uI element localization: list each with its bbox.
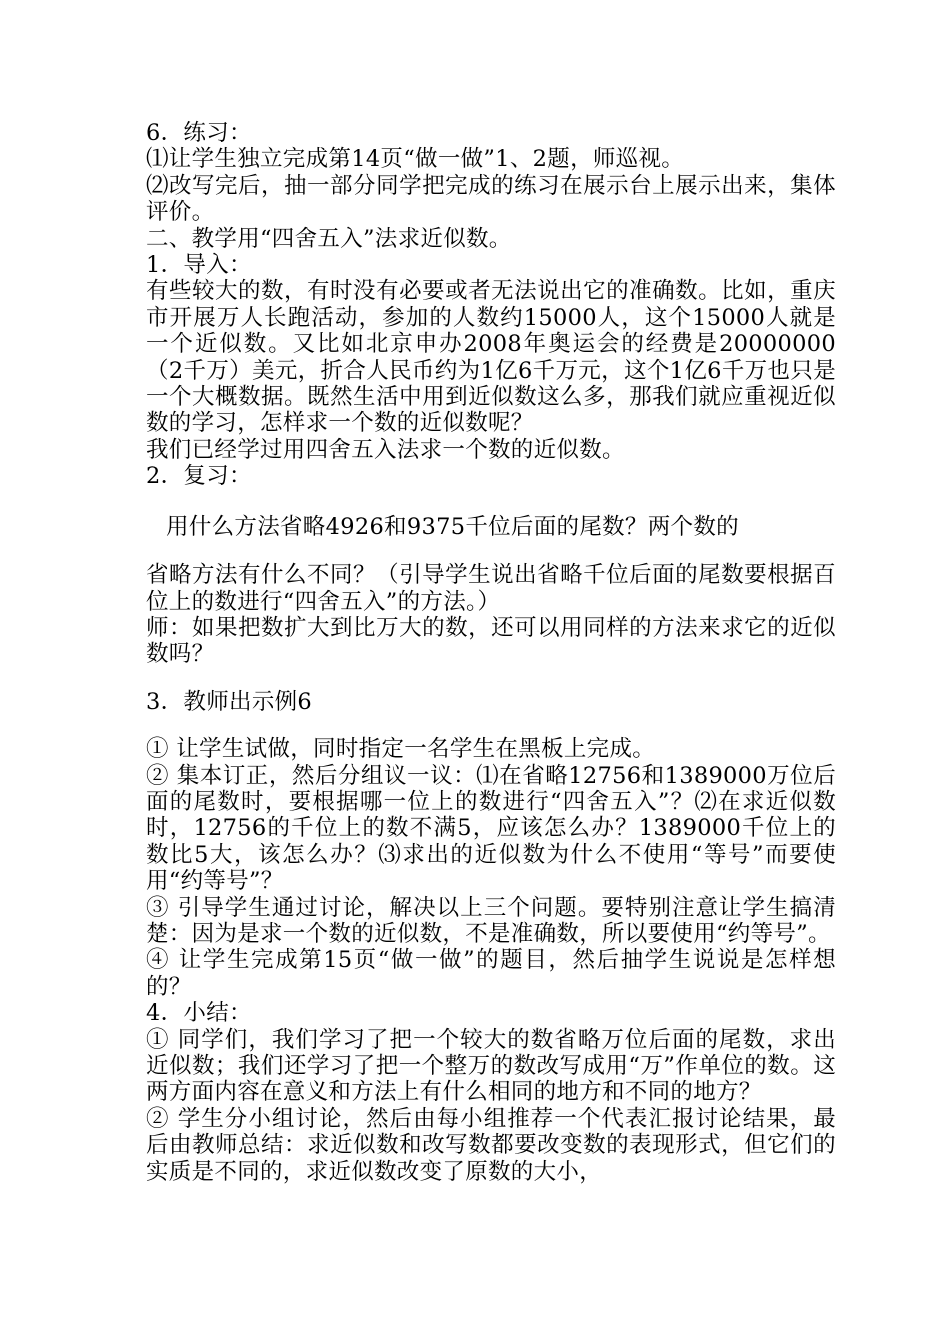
document-body (146, 120, 836, 1185)
subheading-summary: 4．小结： (146, 1000, 252, 1027)
section-heading-rounding: 二、教学用“四舍五入”法求近似数。 (146, 225, 512, 252)
introduction-paragraph: 有些较大的数，有时没有必要或者无法说出它的准确数。比如，重庆市开展万人长跑活动，参加的人数约15000人，这个15000人就是一个近似数。又比如北京申办2008年奥运会的经费是20000000（2千万）美元，折合人民币约为1亿6千万元，这个1亿6千万也只是一个大概数据。既然生活中用到近似数这么多，那我们就应重视近似数的学习，怎样求一个数的近似数呢？ (146, 278, 836, 437)
introduction-summary: 我们已经学过用四舍五入法求一个数的近似数。 (146, 436, 625, 463)
section-heading-practice: 6．练习： (146, 120, 252, 146)
teacher-question: 师：如果把数扩大到比万大的数，还可以用同样的方法来求它的近似数吗？ (146, 614, 836, 668)
example-step-1: ① 让学生试做，同时指定一名学生在黑板上完成。 (146, 736, 656, 763)
example-step-4: ④ 让学生完成第15页“做一做”的题目，然后抽学生说说是怎样想的？ (146, 947, 836, 1000)
review-question: 用什么方法省略4926和9375千位后面的尾数？两个数的 (166, 513, 739, 540)
example-step-2: ② 集本订正，然后分组议一议：⑴在省略12756和1389000万位后面的尾数时，要根据哪一位上的数进行“四舍五入”？⑵在求近似数时，12756的千位上的数不满5，应该怎么办？1389000千位上的数比5大，该怎么办？⑶求出的近似数为什么不使用“等号”而要使用“约等号”？ (146, 762, 836, 895)
practice-item-1: ⑴让学生独立完成第14页“做一做”1、2题，师巡视。 (146, 146, 685, 173)
subheading-review: 2．复习： (146, 463, 252, 490)
summary-point-2: ② 学生分小组讨论，然后由每小组推荐一个代表汇报讨论结果，最后由教师总结：求近似数和改写数都要改变数的表现形式，但它们的实质是不同的，求近似数改变了原数的大小， (146, 1105, 836, 1185)
subheading-example: 3．教师出示例6 (146, 688, 313, 715)
subheading-introduction: 1．导入： (146, 252, 252, 279)
review-question-continued: 省略方法有什么不同？（引导学生说出省略千位后面的尾数要根据百位上的数进行“四舍五入”的方法。） (146, 562, 836, 615)
example-step-3: ③ 引导学生通过讨论，解决以上三个问题。要特别注意让学生搞清楚：因为是求一个数的近似数，不是准确数，所以要使用“约等号”。 (146, 894, 836, 947)
summary-point-1: ① 同学们，我们学习了把一个较大的数省略万位后面的尾数，求出近似数；我们还学习了把一个整万的数改写成用“万”作单位的数。这两方面内容在意义和方法上有什么相同的地方和不同的地方？ (146, 1026, 836, 1106)
practice-item-2: ⑵改写完后，抽一部分同学把完成的练习在展示台上展示出来，集体评价。 (146, 172, 836, 226)
